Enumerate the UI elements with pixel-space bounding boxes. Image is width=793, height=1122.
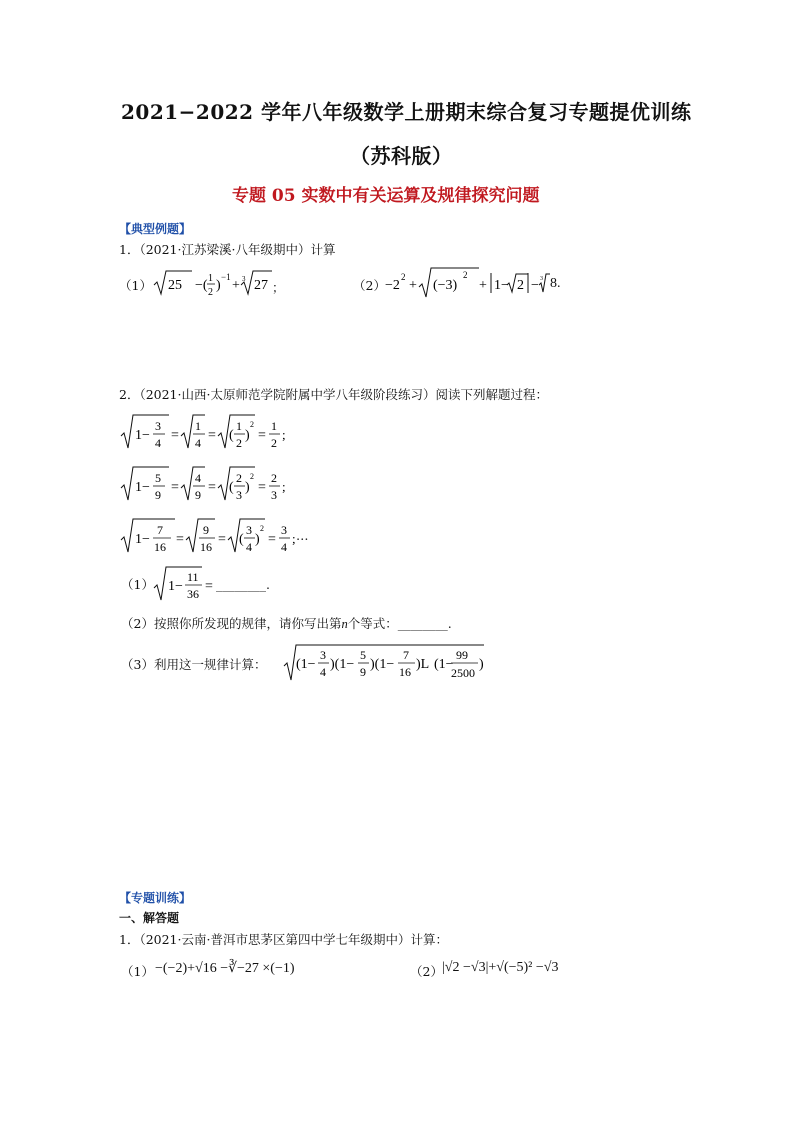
svg-text:+: + [409,278,417,293]
q2-equation-2 [119,464,289,506]
q2-sub3-formula [282,642,492,684]
svg-text:2: 2 [271,471,277,485]
svg-text:2: 2 [401,272,406,282]
svg-text:25: 25 [168,278,182,293]
svg-text:=: = [208,428,216,443]
svg-text:(−3): (−3) [433,278,458,293]
svg-text:1−: 1− [168,579,183,594]
svg-text:=: = [208,480,216,495]
svg-text:)(1−: )(1− [370,657,395,672]
topic-title: 专题 05 实数中有关运算及规律探究问题 [232,186,540,206]
svg-text:5: 5 [360,648,366,662]
svg-text:): ) [245,480,250,495]
svg-text:4: 4 [246,540,252,554]
svg-text:2: 2 [250,420,254,429]
section-label-examples: 【典型例题】 [119,222,192,236]
svg-text:1: 1 [236,419,242,433]
svg-text:1−: 1− [135,428,150,443]
q2-sub2 [121,614,452,632]
svg-text:;: ; [282,479,286,494]
training-q1-part2-expression: |√2 −√3|+√(−5)² −√3 [442,960,559,975]
svg-text:9: 9 [203,523,209,537]
section-label-training: 【专题训练】 [119,891,192,905]
svg-text:1−: 1− [135,480,150,495]
training-q1-part2-number: （2） [410,964,443,979]
svg-text:3: 3 [320,648,326,662]
svg-text:3: 3 [246,523,252,537]
title-line2: （苏科版） [350,144,453,168]
svg-text:1−: 1− [494,278,509,293]
svg-text:;: ; [282,427,286,442]
svg-text:16: 16 [200,540,212,554]
svg-text:(: ( [229,428,234,443]
question-2-stem: 2．（2021·山西·太原师范学院附属中学八年级阶段练习）阅读下列解题过程： [119,387,548,402]
svg-text:=: = [218,532,226,547]
svg-text:27: 27 [254,278,268,293]
q2-sub2-blank[interactable]: 个等式：________. [347,616,452,631]
svg-text:2: 2 [271,436,277,450]
svg-text:2: 2 [208,287,213,298]
svg-text:3: 3 [236,488,242,502]
q2-sub1-number: （1） [121,577,154,592]
svg-text:=: = [258,480,266,495]
svg-text:16: 16 [154,540,166,554]
svg-text:=: = [268,532,276,547]
svg-text:): ) [245,428,250,443]
svg-text:(1−: (1− [434,657,454,672]
q1-part2-end: . [557,276,561,291]
svg-text:2: 2 [250,472,254,481]
svg-text:): ) [479,657,484,672]
q2-sub1-formula [152,564,216,604]
svg-text:−: − [531,278,539,293]
svg-text:1: 1 [271,419,277,433]
svg-text:=: = [258,428,266,443]
svg-text:4: 4 [155,436,161,450]
svg-text:9: 9 [155,488,161,502]
svg-text:7: 7 [157,523,163,537]
svg-text:5: 5 [155,471,161,485]
svg-text:2: 2 [260,524,264,533]
section-heading-answer: 一、解答题 [119,911,180,925]
svg-text:4: 4 [195,436,201,450]
svg-text:(: ( [239,532,244,547]
q2-sub3: （3）利用这一规律计算： [121,657,267,672]
svg-text:=: = [176,532,184,547]
svg-text:2: 2 [463,270,468,280]
svg-text:): ) [216,278,221,293]
svg-text:4: 4 [195,471,201,485]
q2-sub2-variable: n [341,617,348,631]
svg-text:3: 3 [281,523,287,537]
svg-text:7: 7 [403,648,409,662]
svg-text:)L: )L [416,657,430,672]
training-q1-part1-number: （1） [121,964,154,979]
training-question-1-stem: 1．（2021·云南·普洱市思茅区第四中学七年级期中）计算： [119,932,448,947]
q2-equation-3 [119,516,299,558]
question-1-stem: 1．（2021·江苏梁溪·八年级期中）计算 [119,242,336,257]
svg-text:(: ( [229,480,234,495]
svg-text:16: 16 [399,665,411,679]
svg-text:+: + [479,278,487,293]
q2-ellipsis: … [296,528,309,543]
svg-text:2: 2 [517,278,524,293]
svg-text:2: 2 [236,436,242,450]
q2-sub2-text: （2）按照你所发现的规律，请你写出第 [121,616,342,631]
svg-text:1−: 1− [135,532,150,547]
svg-text:−2: −2 [385,278,400,293]
q2-equation-1 [119,412,289,454]
svg-text:2500: 2500 [451,666,475,680]
q1-part2-number: （2） [353,278,386,293]
title-line1: 2021−2022 学年八年级数学上册期末综合复习专题提优训练 [121,100,692,124]
q1-part2-tail: 8. [550,276,561,291]
svg-text:(1−: (1− [296,657,316,672]
svg-text:4: 4 [320,665,326,679]
svg-text:2: 2 [236,471,242,485]
svg-text:=: = [171,428,179,443]
svg-text:3: 3 [242,275,246,283]
svg-text:−1: −1 [221,272,231,282]
svg-text:=: = [171,480,179,495]
q1-part2-formula [385,263,550,303]
svg-text:3: 3 [155,419,161,433]
q1-part1-number: （1） [119,278,152,293]
svg-text:4: 4 [281,540,287,554]
training-q1-part1-expression: −(−2)+√16 −∛−27 ×(−1) [155,961,295,976]
q1-part1-formula [152,265,272,301]
svg-text:1: 1 [208,273,213,284]
svg-text:9: 9 [195,488,201,502]
q1-part1-end: ； [272,280,285,295]
svg-text:3: 3 [271,488,277,502]
q2-sub1-answer-blank[interactable]: ________. [216,577,270,592]
svg-text:11: 11 [187,570,199,584]
svg-text:−(: −( [195,278,208,293]
svg-text:;: ; [292,531,296,546]
svg-text:=: = [205,579,213,594]
svg-text:): ) [255,532,260,547]
svg-text:1: 1 [195,419,201,433]
svg-text:+: + [232,278,240,293]
svg-text:36: 36 [187,587,199,601]
svg-text:3: 3 [540,276,543,282]
svg-text:99: 99 [456,648,468,662]
svg-text:9: 9 [360,665,366,679]
svg-text:)(1−: )(1− [330,657,355,672]
